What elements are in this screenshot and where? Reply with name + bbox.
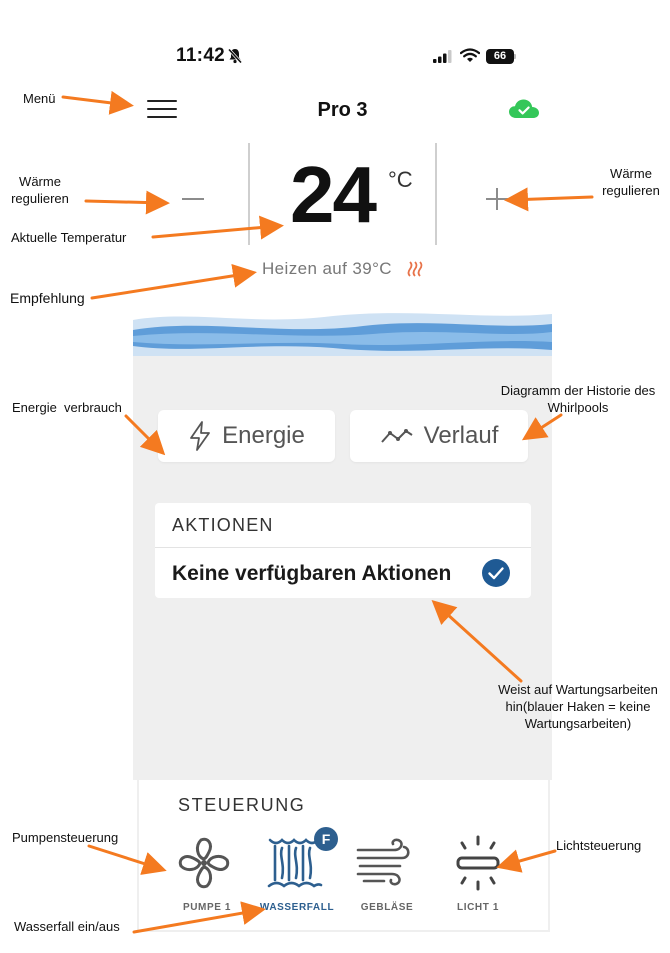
annotation-heat-right: Wärme regulieren bbox=[602, 166, 660, 198]
water-wave-decoration bbox=[133, 306, 552, 364]
annotation-heat-left: Wärme regulieren bbox=[11, 174, 69, 206]
history-button[interactable] bbox=[350, 410, 528, 462]
actions-separator bbox=[155, 547, 531, 548]
increase-temperature-button[interactable] bbox=[484, 186, 510, 212]
bell-muted-icon bbox=[227, 48, 243, 64]
battery-icon: 66 bbox=[486, 49, 514, 64]
arrow-heat-left bbox=[86, 201, 164, 203]
waterfall-badge-text: F bbox=[321, 831, 331, 847]
actions-status: Keine verfügbaren Aktionen bbox=[172, 562, 452, 585]
temperature-unit: °C bbox=[388, 167, 413, 192]
actions-title: AKTIONEN bbox=[172, 515, 274, 535]
history-button-label: Verlauf bbox=[423, 422, 499, 449]
controls-title: STEUERUNG bbox=[178, 795, 306, 815]
light-label: LICHT 1 bbox=[457, 902, 499, 913]
annotation-current-temp: Aktuelle Temperatur bbox=[11, 230, 127, 245]
current-temperature: 24 bbox=[290, 150, 375, 239]
waterfall-badge bbox=[312, 826, 340, 852]
annotation-recommendation: Empfehlung bbox=[10, 290, 85, 306]
trend-chart-icon bbox=[380, 426, 414, 446]
pump-fan-icon[interactable] bbox=[175, 834, 233, 892]
arrow-menu bbox=[63, 97, 128, 105]
annotation-maintenance: Weist auf Wartungsarbeiten hin(blauer Haken = keine Wartungsarbeiten) bbox=[498, 682, 658, 731]
pump-label: PUMPE 1 bbox=[182, 902, 232, 913]
annotation-waterfall: Wasserfall ein/aus bbox=[14, 919, 120, 934]
arrow-heat-right bbox=[510, 197, 592, 200]
energy-button-label: Energie bbox=[222, 422, 305, 449]
annotation-history: Diagramm der Historie des Whirlpools bbox=[500, 383, 656, 415]
cloud-connected-icon[interactable] bbox=[508, 97, 540, 121]
annotation-energy: Energie verbrauch bbox=[12, 400, 122, 415]
wifi-icon bbox=[460, 48, 480, 63]
energy-button[interactable] bbox=[158, 410, 335, 462]
status-time: 11:42 bbox=[176, 45, 226, 66]
arrow-recommendation bbox=[92, 273, 251, 298]
lightning-icon bbox=[188, 421, 212, 451]
page-title: Pro 3 bbox=[317, 99, 368, 121]
battery-cap bbox=[514, 54, 516, 59]
heating-recommendation: Heizen auf 39°C bbox=[262, 259, 392, 278]
decrease-temperature-button[interactable] bbox=[180, 186, 206, 212]
light-bulb-icon[interactable] bbox=[449, 834, 507, 892]
checkmark-icon bbox=[481, 558, 511, 588]
arrow-current-temp bbox=[153, 226, 278, 237]
blower-wind-icon[interactable] bbox=[354, 834, 412, 892]
annotation-light: Lichtsteuerung bbox=[556, 838, 642, 853]
blower-label: GEBLÄSE bbox=[360, 902, 414, 913]
waterfall-label: WASSERFALL bbox=[259, 902, 335, 913]
signal-icon bbox=[433, 50, 453, 63]
divider-right bbox=[435, 143, 437, 245]
heating-icon bbox=[407, 260, 425, 278]
menu-button[interactable] bbox=[147, 100, 177, 120]
annotation-pump: Pumpensteuerung bbox=[12, 830, 119, 845]
divider-left bbox=[248, 143, 250, 245]
annotation-menu: Menü bbox=[23, 91, 56, 106]
